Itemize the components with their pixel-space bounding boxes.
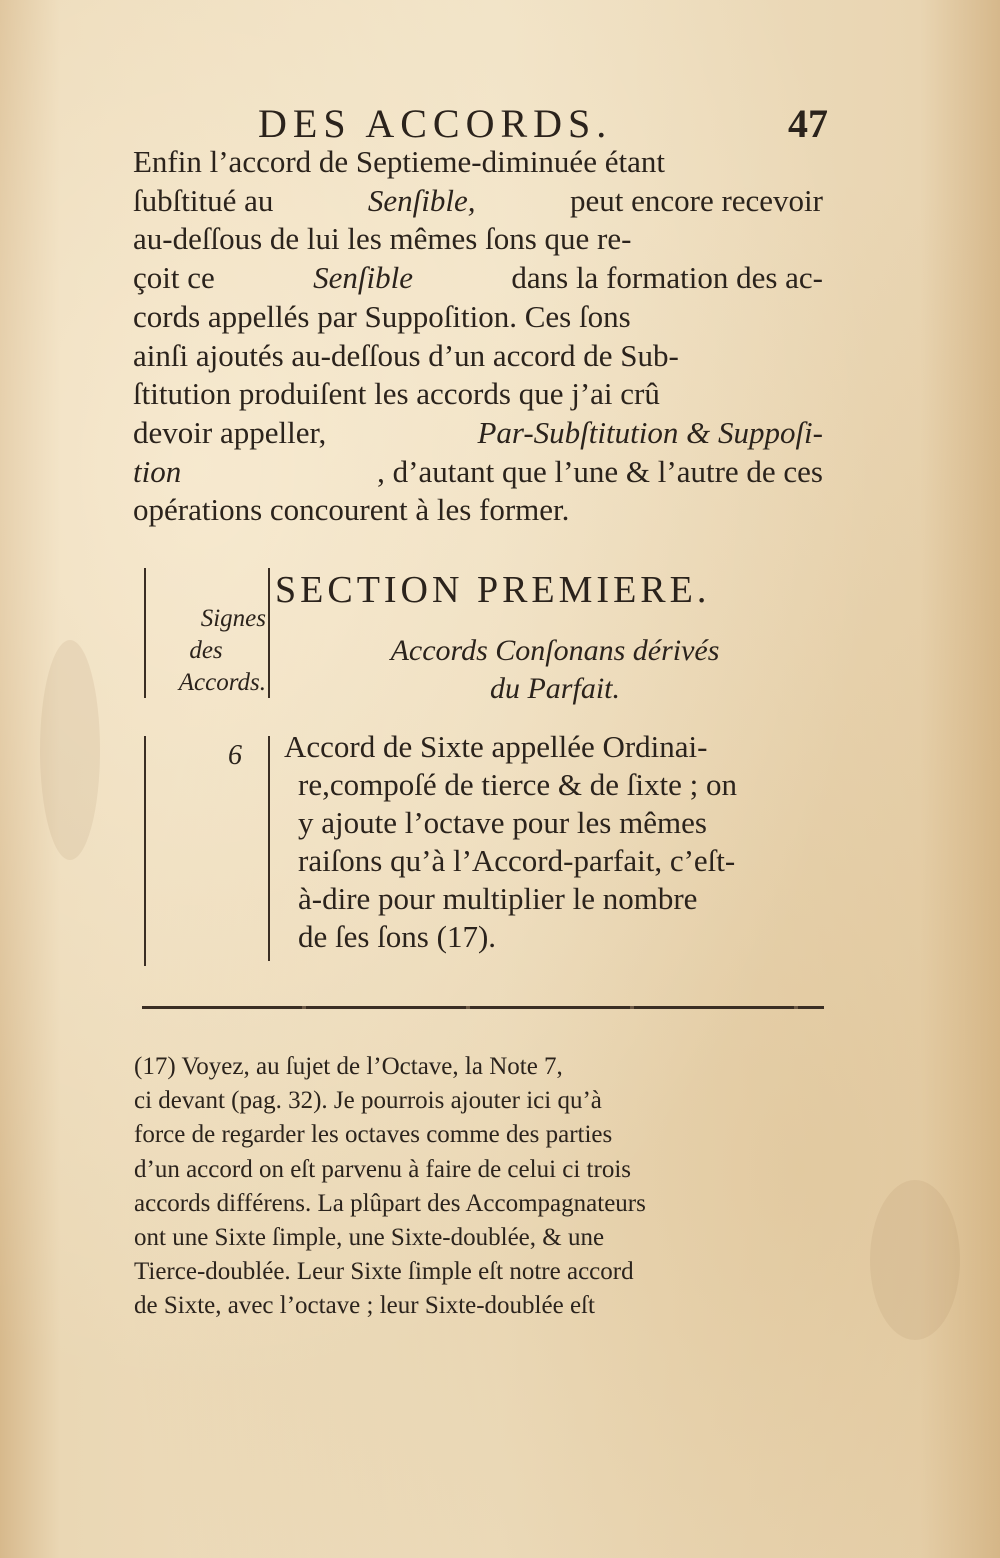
footnote-line: d’un accord on eſt parvenu à faire de celui ci trois [134, 1155, 631, 1183]
footnote-line: ont une Sixte ſimple, une Sixte-doublée, & une [134, 1224, 605, 1252]
text-line: à-dire pour multiplier le nombre [298, 881, 698, 916]
footnote-line: ci devant (pag. 32). Je pourrois ajouter ici qu’à [134, 1087, 602, 1115]
footnote-line: force de regarder les octaves comme des parties [134, 1121, 613, 1149]
column-rule [268, 736, 270, 961]
text-line: devoir appeller, Par-Subſtitution & Suppoſi- [133, 414, 823, 450]
paper-stain [870, 1180, 960, 1340]
footnote-divider [142, 1006, 824, 1009]
paper-stain [40, 640, 100, 860]
text-line: çoit ce Senſible dans la formation des ac- [133, 260, 823, 296]
text-line: opérations concourent à les former. [133, 492, 570, 528]
main-paragraph [133, 143, 823, 530]
text-line: au-deſſous de lui les mêmes ſons que re- [133, 221, 632, 257]
text-line: cords appellés par Suppoſition. Ces ſons [133, 298, 631, 334]
running-title: DES ACCORDS. [258, 101, 613, 146]
text-line: raiſons qu’à l’Accord-parfait, c’eſt- [298, 843, 736, 878]
text-line: ſtitution produiſent les accords que j’ai crû [133, 376, 660, 412]
footnote [134, 1050, 824, 1324]
page-number: 47 [788, 101, 828, 146]
text-line: ainſi ajoutés au-deſſous d’un accord de Sub- [133, 337, 679, 373]
text-line: Accord de Sixte appellée Ordinai- [284, 729, 708, 764]
column-rule [268, 568, 270, 698]
chord-entry [284, 728, 829, 956]
footnote-line: accords différens. La plûpart des Accompagnateurs [134, 1189, 646, 1217]
section-subtitle: Accords Conſonans dérivés du Parfait. [390, 634, 720, 705]
text-line: Enfin l’accord de Septieme-diminuée étant [133, 144, 665, 179]
text-line: re,compoſé de tierce & de ſixte ; on [298, 767, 737, 802]
text-line: tion , d’autant que l’une & l’autre de ces [133, 453, 823, 489]
section-title: SECTION PREMIERE. [275, 569, 711, 611]
text-line: y ajoute l’octave pour les mêmes [298, 805, 707, 840]
text-line: ſubſtitué au Senſible, peut encore recevoir [133, 182, 823, 218]
footnote-line: Tierce-doublée. Leur Sixte ſimple eſt notre accord [134, 1258, 634, 1286]
text-line: de ſes ſons (17). [298, 919, 497, 954]
chord-sign: 6 [228, 740, 242, 771]
margin-note-des: des [189, 637, 223, 664]
margin-note-signes: Signes [200, 605, 266, 632]
section-block [138, 568, 828, 966]
margin-note-accords: Accords. [178, 669, 266, 696]
footnote-line: de Sixte, avec l’octave ; leur Sixte-doublée eſt [134, 1292, 595, 1320]
footnote-line: (17) Voyez, au ſujet de l’Octave, la Note 7, [134, 1053, 563, 1080]
